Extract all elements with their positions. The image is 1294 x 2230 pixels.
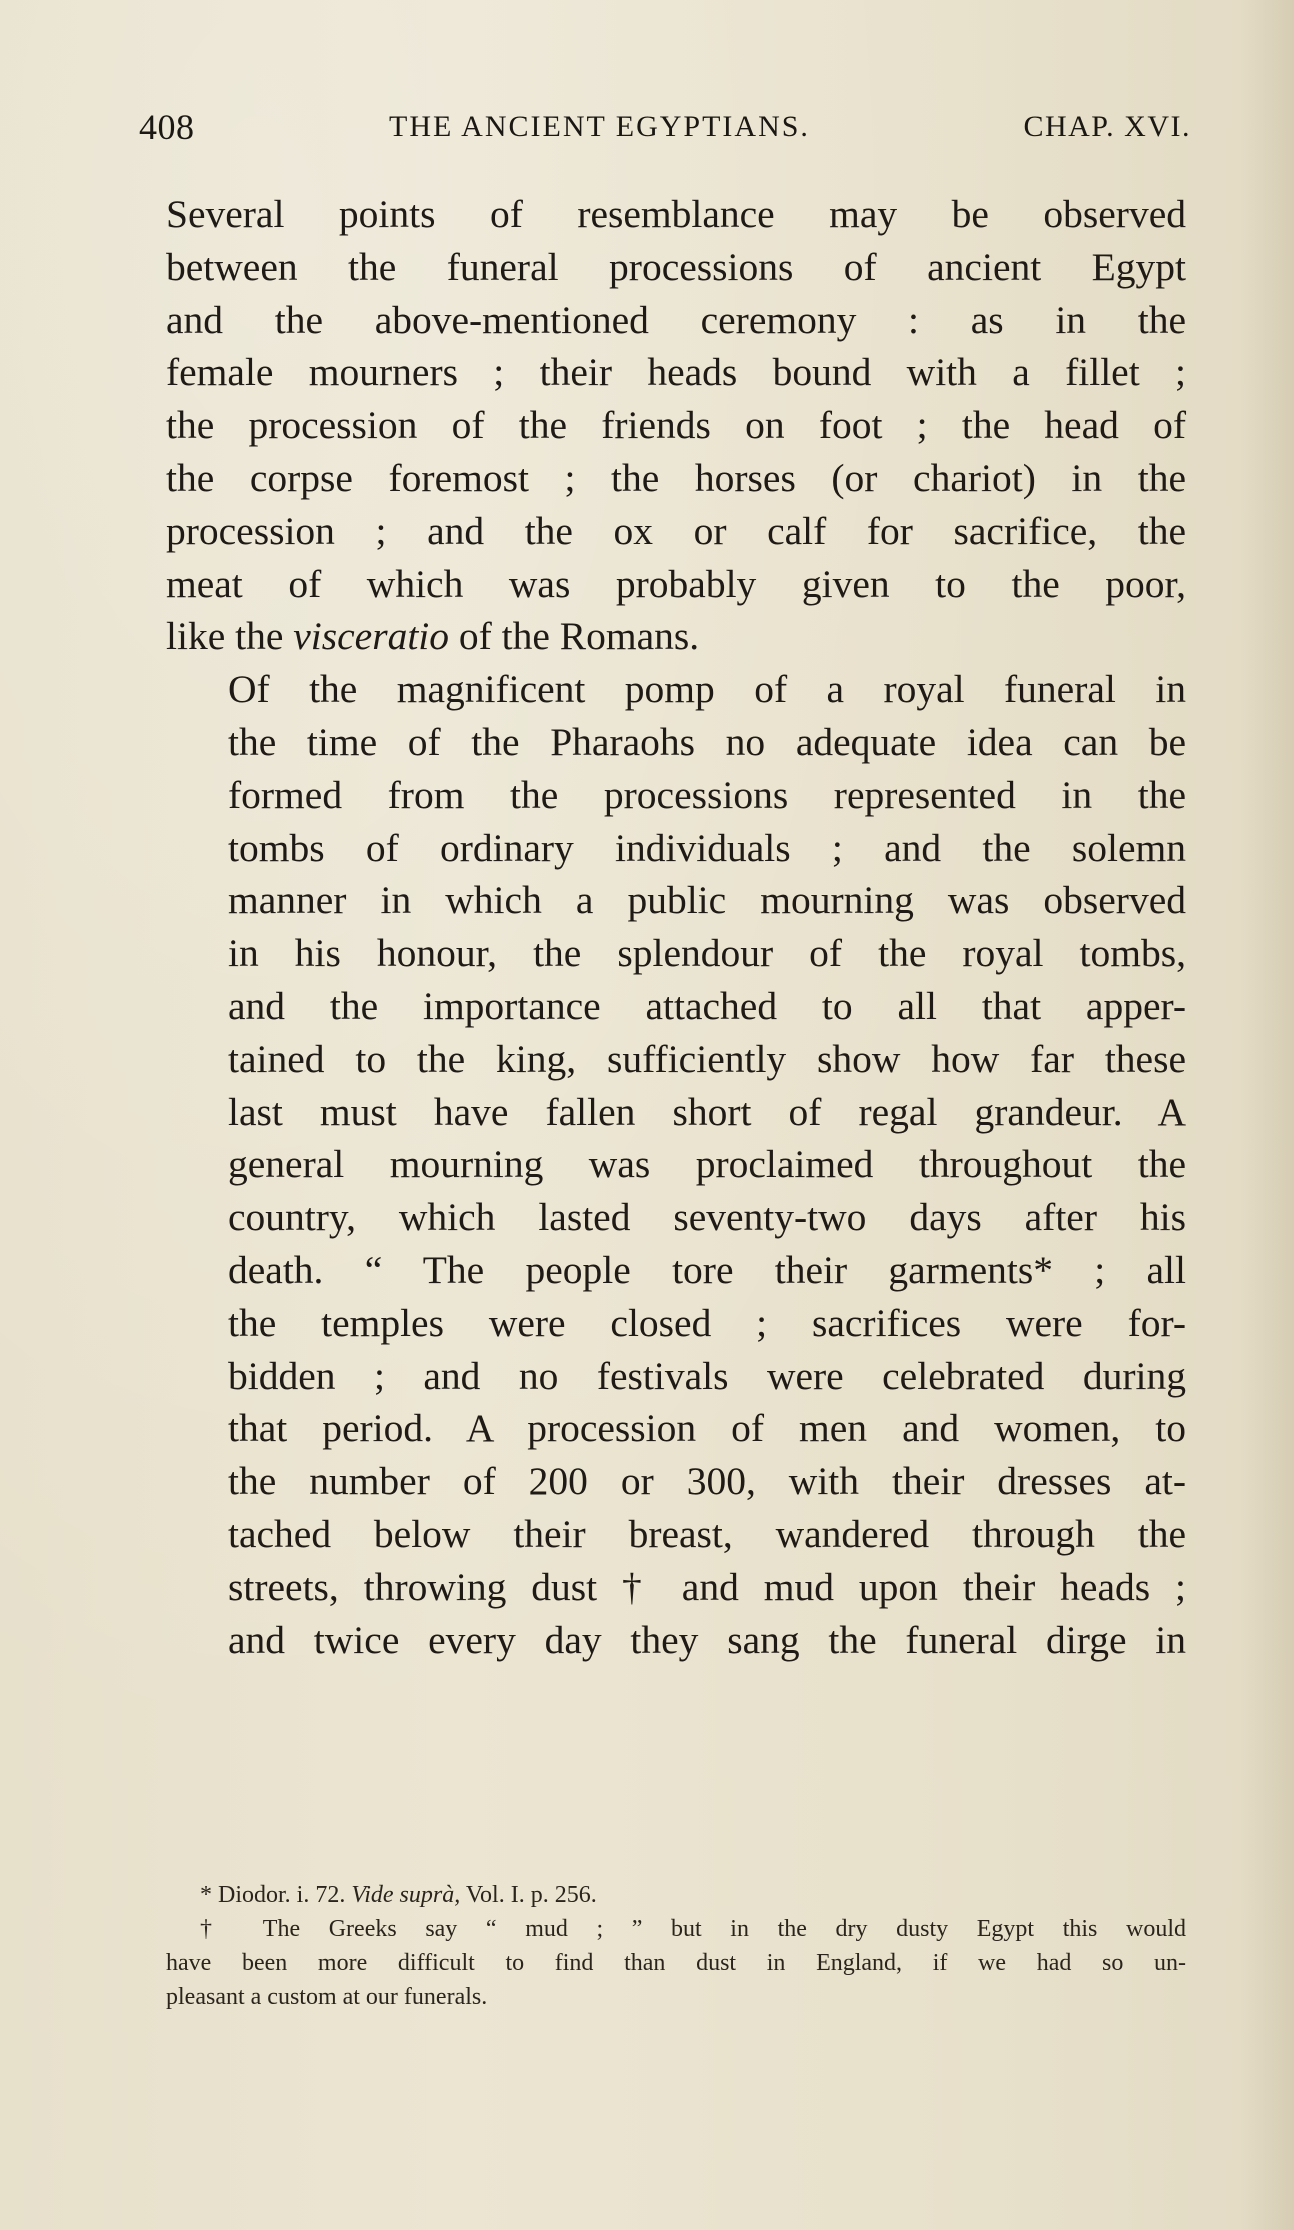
page-number: 408 [139,107,195,147]
text-line: the temples were closed ; sacrifices were for- [228,1300,1186,1345]
text-line: between the funeral processions of ancient Egypt [166,244,1186,289]
text-line [166,610,1186,663]
text-line: streets, throwing dust † and mud upon their heads ; [228,1564,1186,1609]
text-line: country, which lasted seventy-two days after his [228,1195,1186,1240]
text-line: the time of the Pharaohs no adequate idea can be [228,719,1186,764]
text-line: Of the magnificent pomp of a royal funeral in [228,667,1186,712]
footnote-2 [166,1912,1186,2014]
main-text [166,188,1186,1666]
running-title: THE ANCIENT EGYPTIANS. [389,110,810,143]
text-line: bidden ; and no festivals were celebrated during [228,1353,1186,1398]
text-line: procession ; and the ox or calf for sacrifice, the [166,508,1186,553]
text-line: tombs of ordinary individuals ; and the solemn [228,825,1186,870]
text-line: last must have fallen short of regal grandeur. A [228,1089,1186,1134]
footnote-text: Vol. I. p. 256. [465,1882,597,1908]
footnotes [166,1878,1186,2014]
footnote-italic: Vide suprà, [351,1882,461,1908]
footnote-text: * Diodor. i. 72. [200,1882,346,1908]
text-line: tained to the king, sufficiently show how far these [228,1036,1186,1081]
text-fragment: of the Romans. [458,614,700,659]
text-line: in his honour, the splendour of the royal tombs, [228,931,1186,976]
paragraph-2 [166,663,1186,1666]
text-line: tached below their breast, wandered through the [228,1511,1186,1556]
text-line: and twice every day they sang the funeral dirge in [228,1617,1186,1662]
text-line: Several points of resemblance may be observed [166,192,1186,236]
footnote-line: have been more difficult to find than dust in England, if we had so un- [166,1950,1186,1976]
italic-term: visceratio [293,614,450,659]
footnote-1 [166,1878,1186,1912]
text-line: the corpse foremost ; the horses (or chariot) in the [166,455,1186,500]
text-line: that period. A procession of men and women, to [228,1406,1186,1451]
chapter-label: CHAP. XVI. [1023,110,1191,143]
text-line: and the importance attached to all that apper- [228,983,1186,1028]
text-line: death. “ The people tore their garments* ; all [228,1247,1186,1292]
footnote-line: † The Greeks say “ mud ; ” but in the dry dusty Egypt this would [200,1916,1186,1942]
text-fragment: like the [166,614,284,659]
text-line: general mourning was proclaimed throughout the [228,1142,1186,1187]
text-line: the procession of the friends on foot ; the head of [166,403,1186,448]
text-line: formed from the processions represented in the [228,772,1186,817]
text-line: meat of which was probably given to the poor, [166,561,1186,606]
paragraph-1 [166,188,1186,663]
text-line: female mourners ; their heads bound with a fillet ; [166,350,1186,395]
text-line: the number of 200 or 300, with their dresses at- [228,1459,1186,1504]
text-line: manner in which a public mourning was observed [228,878,1186,923]
text-line: and the above-mentioned ceremony : as in the [166,297,1186,342]
footnote-line: pleasant a custom at our funerals. [166,1984,488,2010]
running-header [139,104,1191,150]
